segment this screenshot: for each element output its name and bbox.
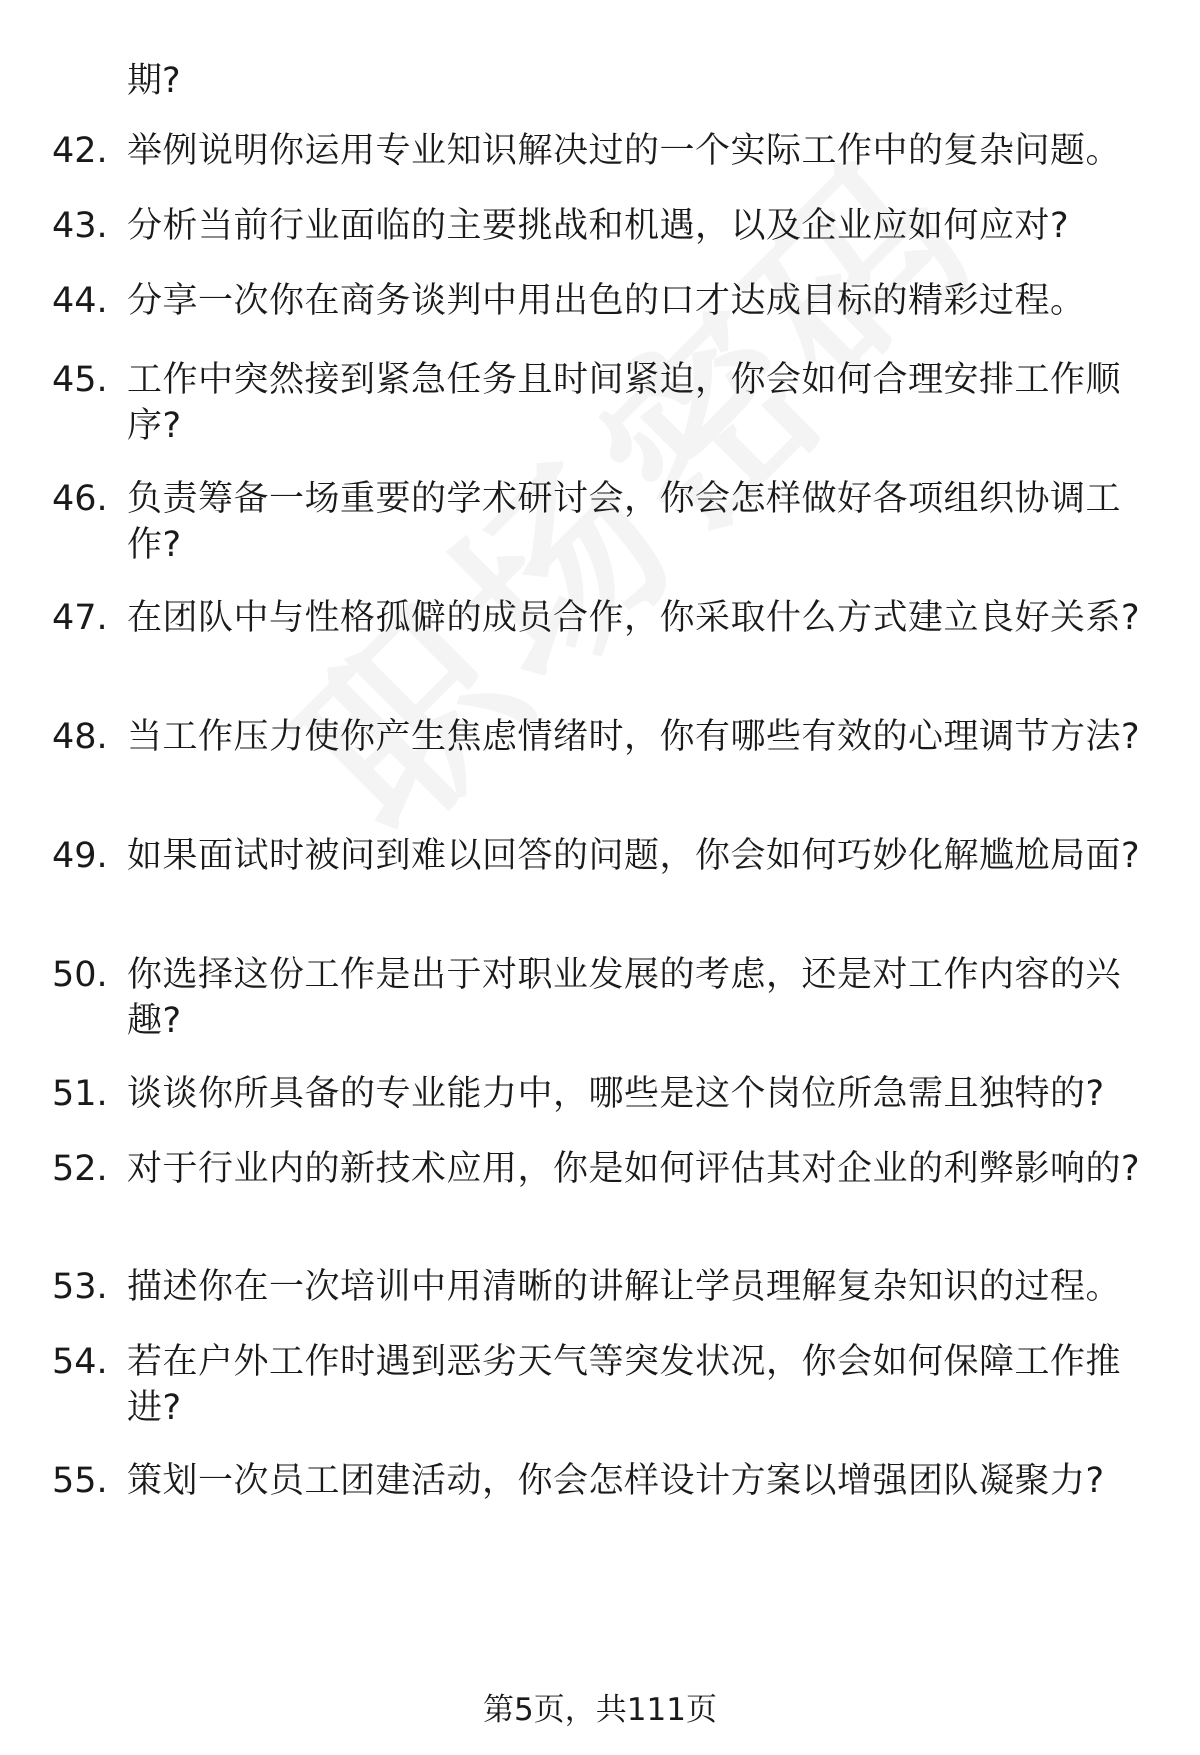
question-number: 47. — [52, 598, 108, 638]
question-number: 52. — [52, 1149, 108, 1189]
question-text: 如果面试时被问到难以回答的问题，你会如何巧妙化解尴尬局面? — [127, 836, 1141, 876]
question-text: 谈谈你所具备的专业能力中，哪些是这个岗位所急需且独特的? — [127, 1074, 1105, 1114]
question-text: 对于行业内的新技术应用，你是如何评估其对企业的利弊影响的? — [127, 1149, 1141, 1189]
question-text: 描述你在一次培训中用清晰的讲解让学员理解复杂知识的过程。 — [127, 1267, 1122, 1307]
question-text: 工作中突然接到紧急任务且时间紧迫，你会如何合理安排工作顺序? — [127, 360, 1122, 446]
question-number: 55. — [52, 1461, 108, 1501]
question-number: 54. — [52, 1342, 108, 1382]
question-number: 48. — [52, 717, 108, 757]
question-number: 51. — [52, 1074, 108, 1114]
question-text: 举例说明你运用专业知识解决过的一个实际工作中的复杂问题。 — [127, 131, 1122, 171]
question-text: 负责筹备一场重要的学术研讨会，你会怎样做好各项组织协调工作? — [127, 479, 1122, 565]
question-number: 44. — [52, 281, 108, 321]
question-text: 分析当前行业面临的主要挑战和机遇，以及企业应如何应对? — [127, 206, 1070, 246]
question-text: 你选择这份工作是出于对职业发展的考虑，还是对工作内容的兴趣? — [127, 955, 1122, 1041]
question-number: 43. — [52, 206, 108, 246]
question-number: 46. — [52, 479, 108, 519]
question-text: 策划一次员工团建活动，你会怎样设计方案以增强团队凝聚力? — [127, 1461, 1105, 1501]
question-number: 42. — [52, 131, 108, 171]
question-text: 在团队中与性格孤僻的成员合作，你采取什么方式建立良好关系? — [127, 598, 1141, 638]
question-text: 当工作压力使你产生焦虑情绪时，你有哪些有效的心理调节方法? — [127, 717, 1141, 757]
question-text: 若在户外工作时遇到恶劣天气等突发状况，你会如何保障工作推进? — [127, 1342, 1122, 1428]
question-number: 53. — [52, 1267, 108, 1307]
question-number: 50. — [52, 955, 108, 995]
page-footer: 第5页，共111页 — [483, 1692, 717, 1728]
question-number: 49. — [52, 836, 108, 876]
question-number: 45. — [52, 360, 108, 400]
previous-question-continuation: 期? — [127, 61, 181, 101]
question-text: 分享一次你在商务谈判中用出色的口才达成目标的精彩过程。 — [127, 281, 1086, 321]
